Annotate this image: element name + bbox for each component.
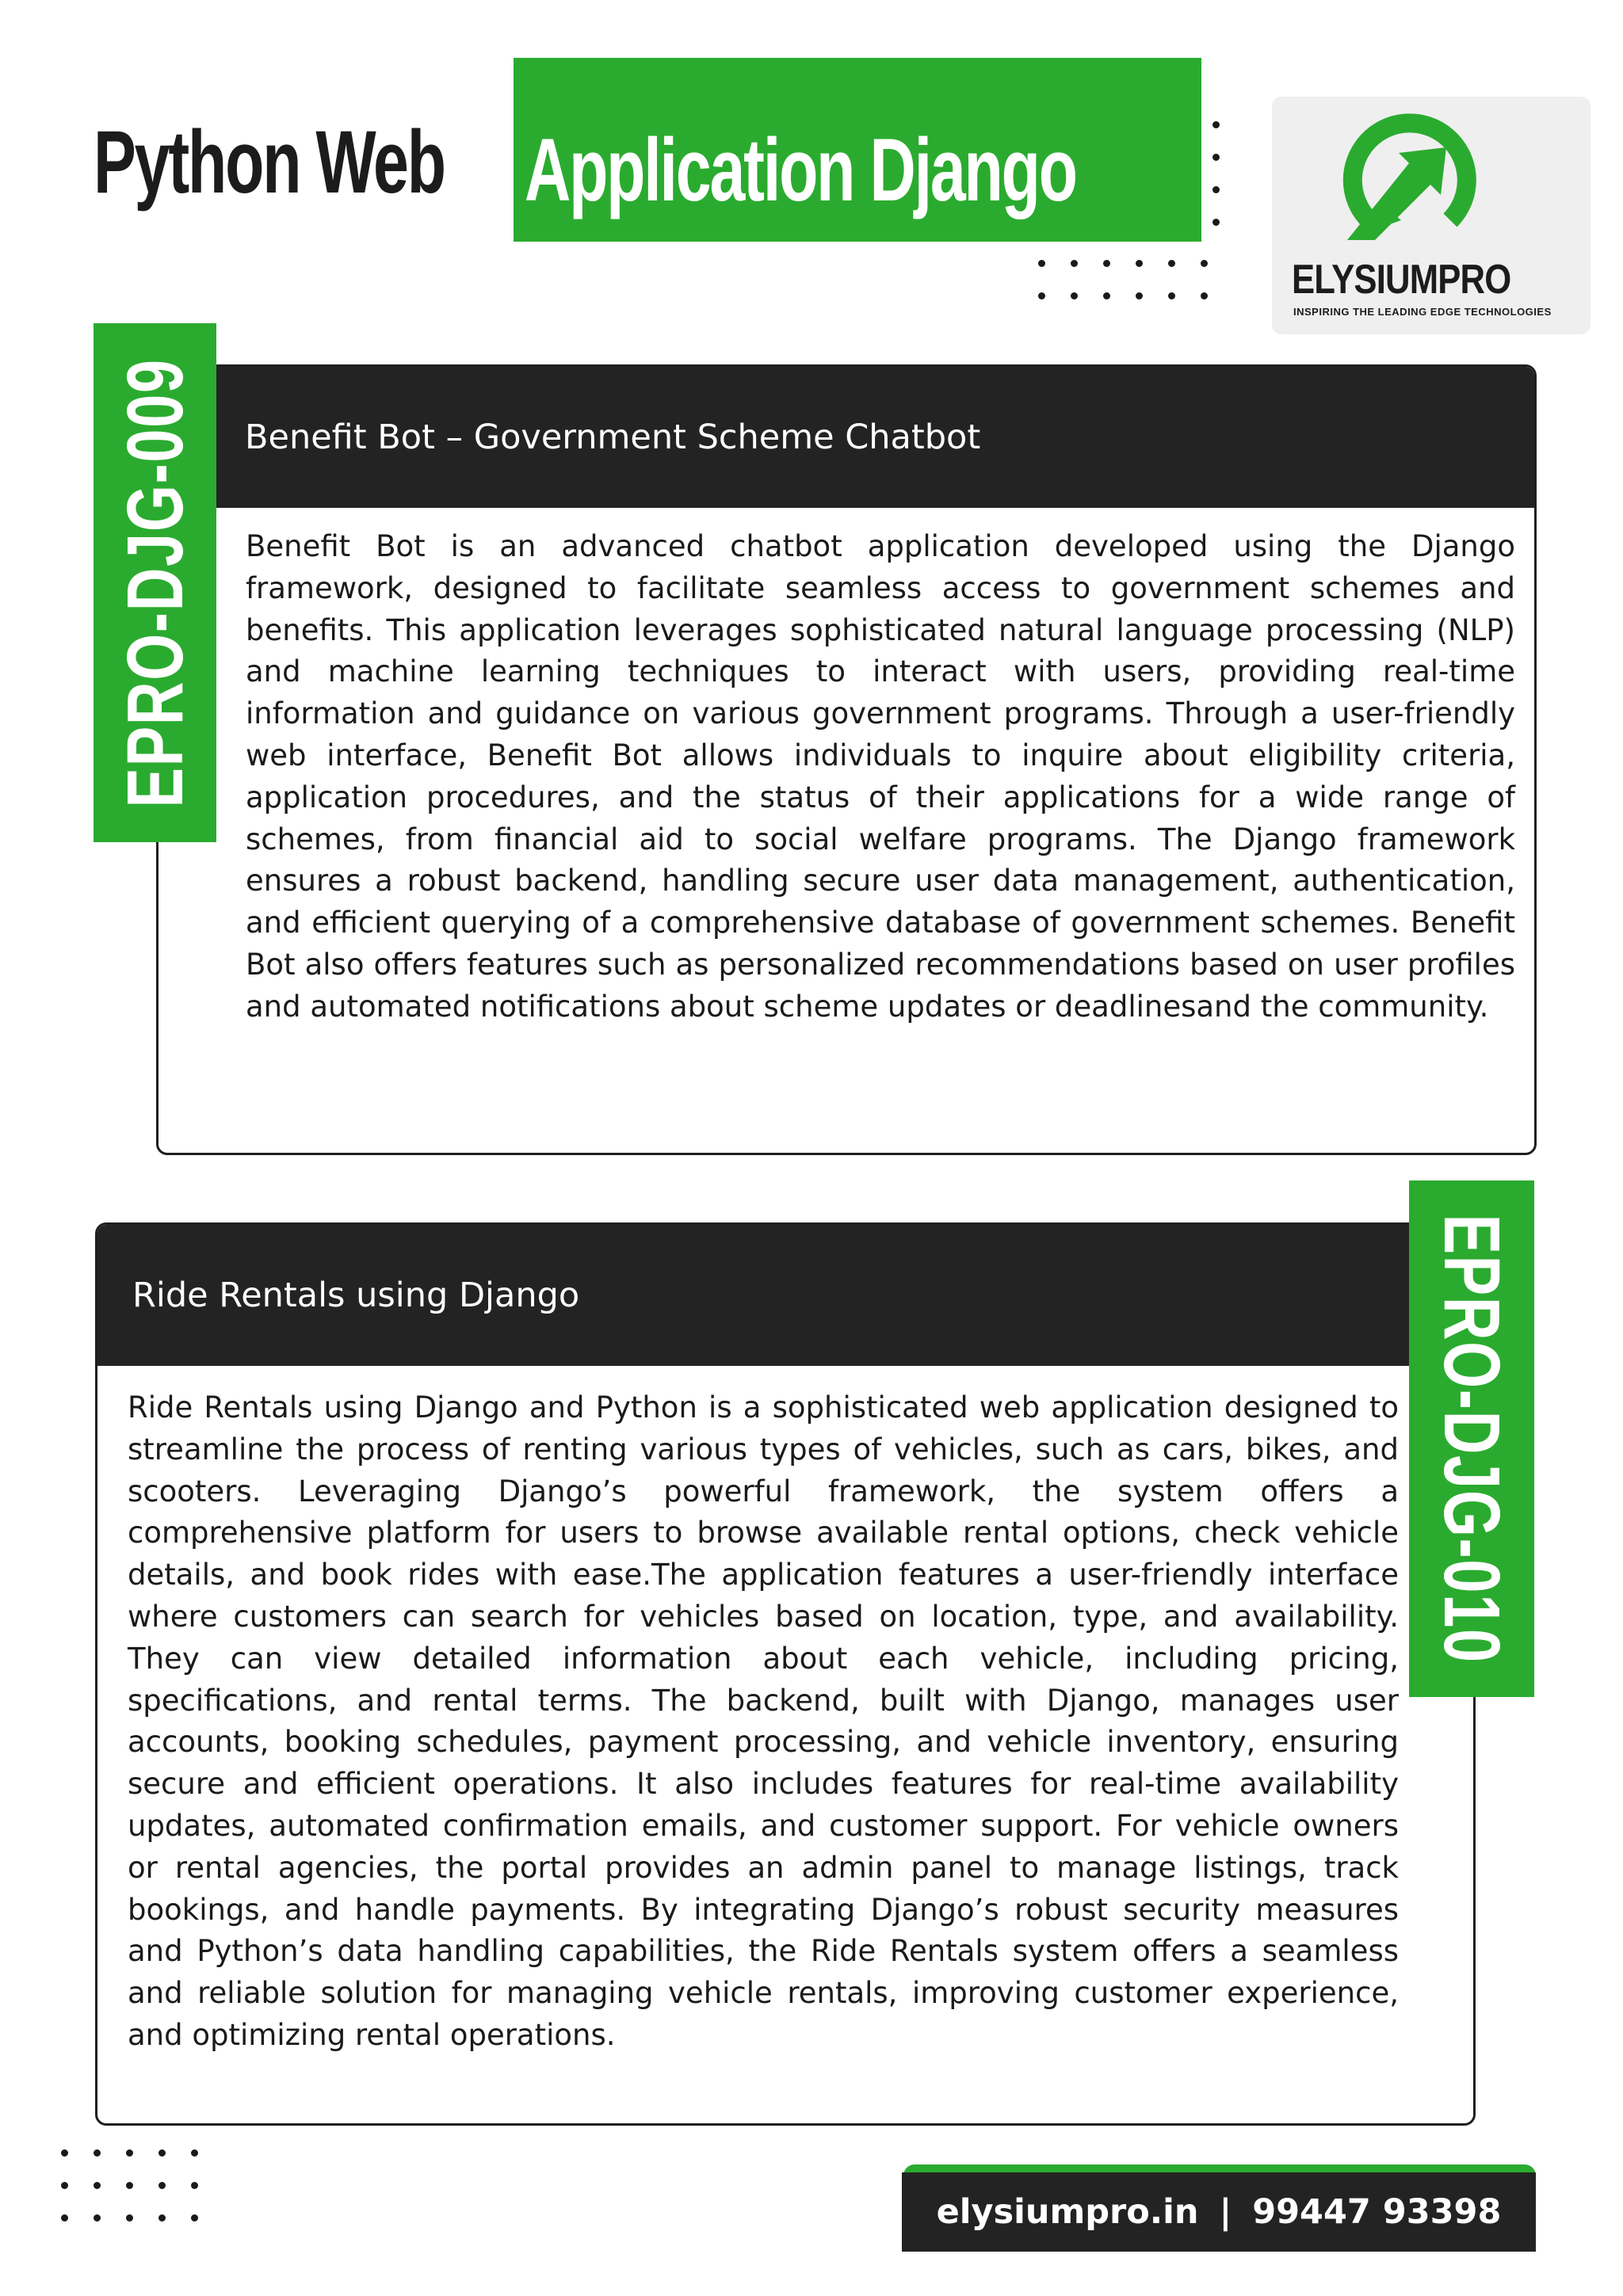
project-card-2 bbox=[95, 1222, 1476, 2126]
brand-name: ELYSIUMPRO bbox=[1292, 257, 1511, 303]
decorative-dots-grid-top bbox=[1038, 260, 1208, 299]
website-link[interactable]: elysiumpro.in bbox=[936, 2192, 1199, 2232]
project-title: Benefit Bot – Government Scheme Chatbot bbox=[156, 367, 1534, 508]
project-code: EPRO-DJG-009 bbox=[110, 357, 200, 808]
decorative-dots-grid-bottom bbox=[61, 2149, 198, 2222]
page-title-plain: Python Web bbox=[94, 113, 445, 212]
brand-tagline: INSPIRING THE LEADING EDGE TECHNOLOGIES bbox=[1293, 306, 1552, 318]
phone-number[interactable]: 99447 93398 bbox=[1252, 2192, 1502, 2232]
project-code-tab-1 bbox=[94, 323, 216, 842]
project-code-tab-2 bbox=[1409, 1180, 1534, 1697]
decorative-dots-vertical bbox=[1212, 121, 1220, 226]
page-title-highlight: Application Django bbox=[525, 120, 1076, 219]
project-title: Ride Rentals using Django bbox=[97, 1225, 1473, 1366]
project-card-1 bbox=[156, 364, 1537, 1155]
project-description: Ride Rentals using Django and Python is a sophisticated web application designed to streamline the process of renting various types of vehicles, such as cars, bikes, and scooters. Leveraging Django’s powerful framework, the system offers a comprehensive platform for users to browse available rental options, check vehicle details, and book rides with ease.The application features a user-friendly interface where customers can search for vehicles based on location, type, and availability. They can view detailed information about each vehicle, including pricing, specifications, and rental terms. The backend, built with Django, manages user accounts, booking schedules, payment processing, and vehicle inventory, ensuring secure and efficient operations. It also includes features for real-time availability updates, automated confirmation emails, and customer support. For vehicle owners or rental agencies, the portal provides an admin panel to manage listings, track bookings, and handle payments. By integrating Django’s robust security measures and Python’s data handling capabilities, the Ride Rentals system offers a seamless and reliable solution for managing vehicle rentals, improving customer experience, and optimizing rental operations. bbox=[128, 1390, 1399, 2052]
project-description: Benefit Bot is an advanced chatbot application developed using the Django framework, designed to facilitate seamless access to government schemes and benefits. This application leverages sophisticated natural language processing (NLP) and machine learning techniques to interact with users, providing real-time information and guidance on various government programs. Through a user-friendly web interface, Benefit Bot allows individuals to inquire about eligibility criteria, application procedures, and the status of their applications for a wide range of schemes, from financial aid to social welfare programs. The Django framework ensures a robust backend, handling secure user data management, authentication, and efficient querying of a comprehensive database of government schemes. Benefit Bot also offers features such as personalized recommendations based on user profiles and automated notifications about scheme updates or deadlinesand the community. bbox=[246, 529, 1515, 1024]
contact-separator: | bbox=[1219, 2192, 1232, 2232]
project-code: EPRO-DJG-010 bbox=[1427, 1214, 1516, 1664]
contact-bar bbox=[902, 2172, 1536, 2252]
circular-arrow-growth-icon bbox=[1331, 109, 1490, 252]
